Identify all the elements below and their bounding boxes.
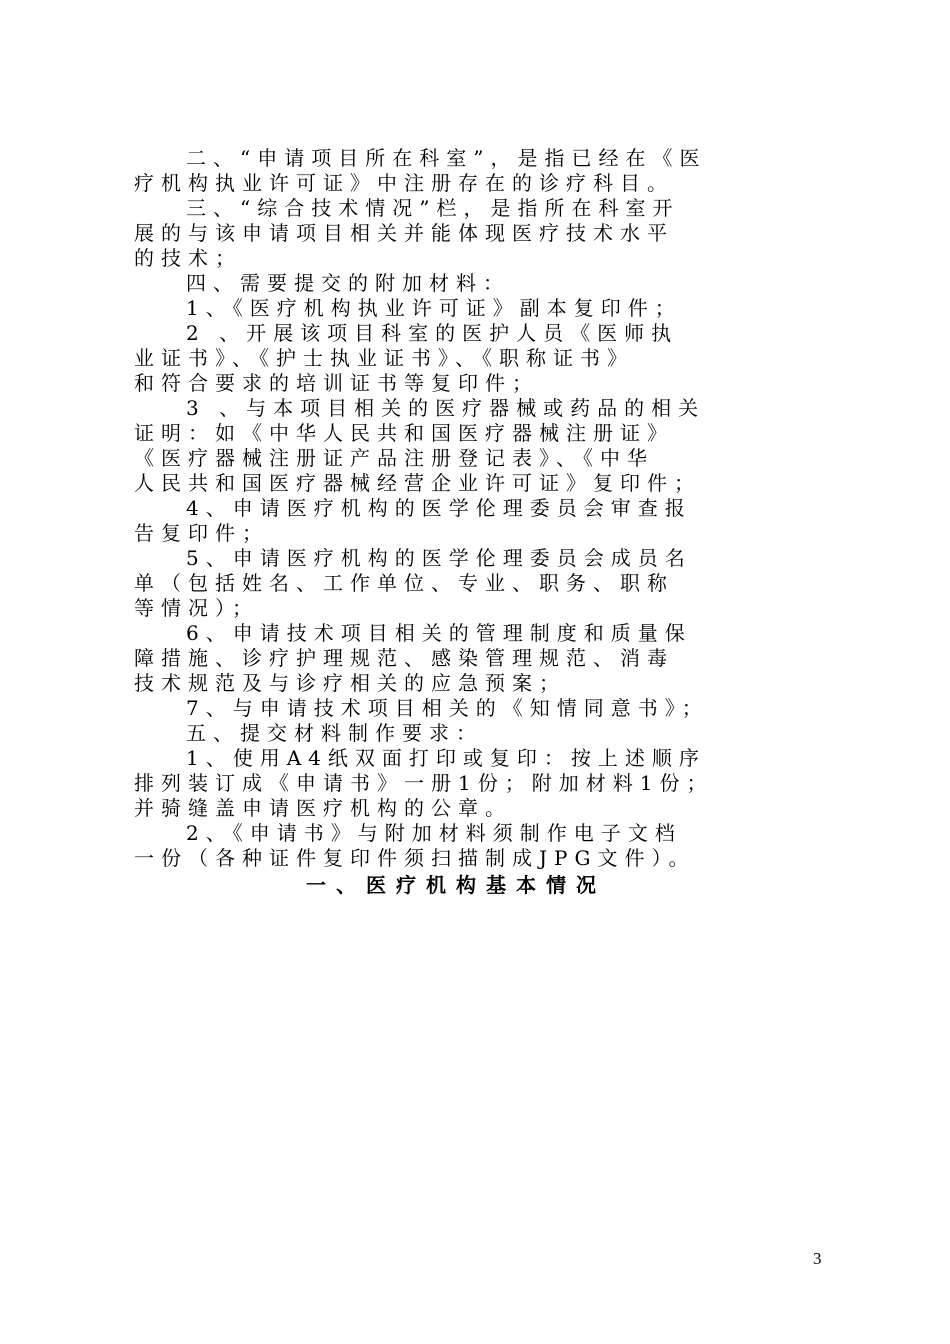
text-line: 6、申请技术项目相关的管理制度和质量保 <box>186 621 692 645</box>
text-line: 技术规范及与诊疗相关的应急预案； <box>134 671 566 695</box>
text-line: 3 、与本项目相关的医疗器械或药品的相关 <box>186 396 706 420</box>
text-line: 二、“申请项目所在科室”，是指已经在《医 <box>186 146 707 170</box>
text-line: 1、《医疗机构执业许可证》副本复印件； <box>186 296 682 320</box>
text-line: 四、需要提交的附加材料： <box>186 271 510 295</box>
text-line: 五、提交材料制作要求： <box>186 721 483 745</box>
text-line: 4、申请医疗机构的医学伦理委员会审查报 <box>186 496 692 520</box>
page-number: 3 <box>813 1249 822 1268</box>
text-line: 5、申请医疗机构的医学伦理委员会成员名 <box>186 546 692 570</box>
text-line: 展的与该申请项目相关并能体现医疗技术水平 <box>134 221 674 245</box>
text-line: 一份（各种证件复印件须扫描制成JPG文件）。 <box>134 846 696 870</box>
text-line: 障措施、诊疗护理规范、感染管理规范、消毒 <box>134 646 674 670</box>
text-line: 1、使用A4纸双面打印或复印：按上述顺序 <box>186 746 706 770</box>
text-line: 2 、开展该项目科室的医护人员《医师执 <box>186 321 679 345</box>
text-line: 单（包括姓名、工作单位、专业、职务、职称 <box>134 571 674 595</box>
document-body <box>134 146 814 871</box>
text-line: 人民共和国医疗器械经营企业许可证》复印件； <box>134 471 701 495</box>
section-heading: 一、医疗机构基本情况 <box>306 873 606 897</box>
text-line: 告复印件； <box>134 521 269 545</box>
text-line: 并骑缝盖申请医疗机构的公章。 <box>134 796 512 820</box>
text-line: 和符合要求的培训证书等复印件； <box>134 371 539 395</box>
text-line: 2、《申请书》与附加材料须制作电子文档 <box>186 821 682 845</box>
text-line: 的技术； <box>134 246 242 270</box>
text-line: 等情况）； <box>134 596 259 620</box>
text-line: 疗机构执业许可证》中注册存在的诊疗科目。 <box>134 171 674 195</box>
text-line: 7、与申请技术项目相关的《知情同意书》； <box>186 696 709 720</box>
text-line: 业证书》、《护士执业证书》、《职称证书》 <box>134 346 634 370</box>
text-line: 排列装订成《申请书》一册1份；附加材料1份； <box>134 771 714 795</box>
text-line: 《医疗器械注册证产品注册登记表》、《中华 <box>134 446 654 470</box>
text-line: 三、“综合技术情况”栏，是指所在科室开 <box>186 196 680 220</box>
text-line: 证明：如《中华人民共和国医疗器械注册证》 <box>134 421 674 445</box>
